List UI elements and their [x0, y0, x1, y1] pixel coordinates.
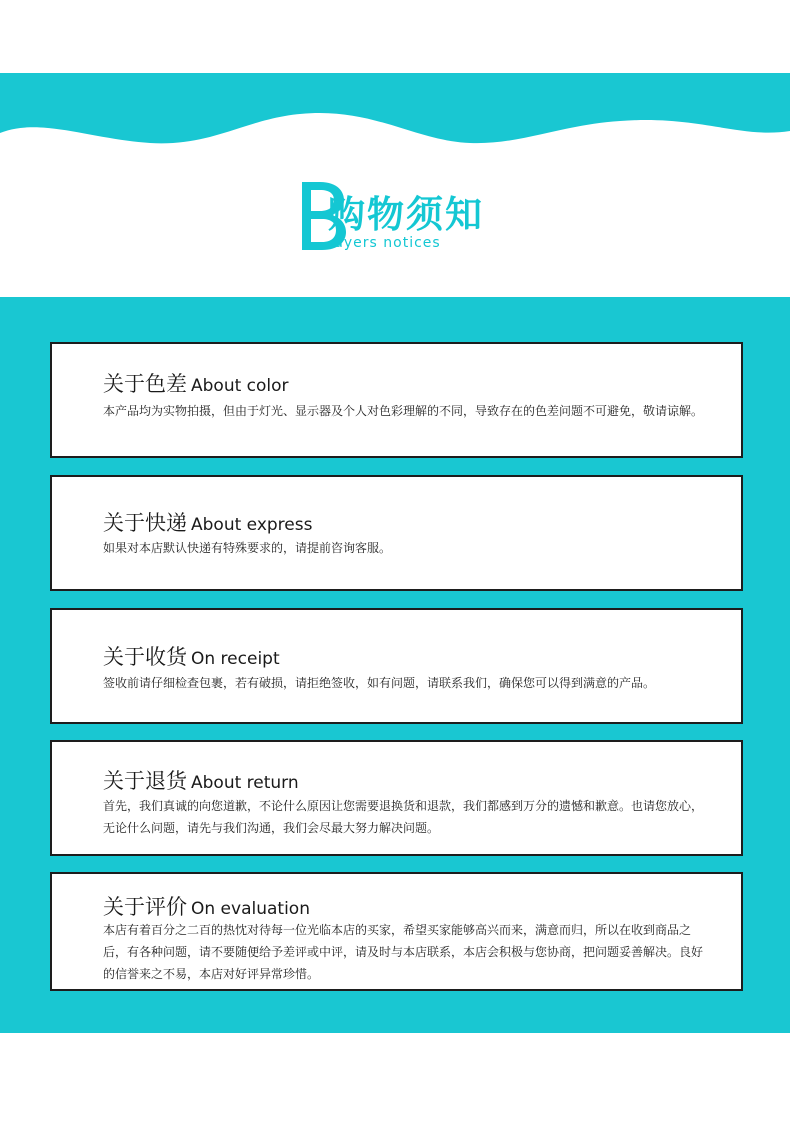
notice-card-receipt — [50, 608, 743, 724]
notice-card-color — [50, 342, 743, 458]
notice-title-en: On evaluation — [191, 899, 310, 919]
notice-title-cn: 关于评价 — [103, 895, 187, 919]
notice-body: 签收前请仔细检查包裹，若有破损，请拒绝签收，如有问题，请联系我们，确保您可以得到满意的产品。 — [103, 676, 656, 690]
notice-title-en: On receipt — [191, 649, 280, 669]
page-subtitle: uyers notices — [334, 235, 441, 251]
notice-title-cn: 关于色差 — [103, 372, 187, 396]
notice-body: 如果对本店默认快递有特殊要求的，请提前咨询客服。 — [103, 541, 392, 555]
notice-title-en: About color — [191, 376, 289, 396]
notice-title-cn: 关于收货 — [103, 645, 187, 669]
notice-body: 本产品均为实物拍摄，但由于灯光、显示器及个人对色彩理解的不同，导致存在的色差问题不可避免，敬请谅解。 — [103, 404, 704, 418]
notice-card-return — [50, 740, 743, 856]
notice-heading — [103, 894, 310, 922]
notice-title-en: About express — [191, 515, 313, 535]
notice-heading — [103, 644, 280, 672]
buyers-notices-logo — [298, 180, 498, 255]
notice-body: 本店有着百分之二百的热忱对待每一位光临本店的买家，希望买家能够高兴而来，满意而归，所以在收到商品之后，有各种问题，请不要随便给予差评或中评，请及时与本店联系，本店会积极与您协商，把问题妥善解决。良好的信誉来之不易，本店对好评异常珍惜。 — [103, 923, 704, 981]
decorative-wave-band — [0, 73, 790, 148]
notice-title-cn: 关于退货 — [103, 769, 187, 793]
page-title: 购物须知 — [328, 193, 484, 236]
notice-heading — [103, 510, 312, 538]
notice-card-evaluation — [50, 872, 743, 991]
notice-card-express — [50, 475, 743, 591]
notice-heading — [103, 768, 299, 796]
notice-heading — [103, 371, 289, 399]
notice-body: 首先，我们真诚的向您道歉，不论什么原因让您需要退换货和退款，我们都感到万分的遗憾和歉意。也请您放心，无论什么问题，请先与我们沟通，我们会尽最大努力解决问题。 — [103, 799, 704, 835]
notice-title-en: About return — [191, 773, 299, 793]
notice-title-cn: 关于快递 — [103, 511, 187, 535]
